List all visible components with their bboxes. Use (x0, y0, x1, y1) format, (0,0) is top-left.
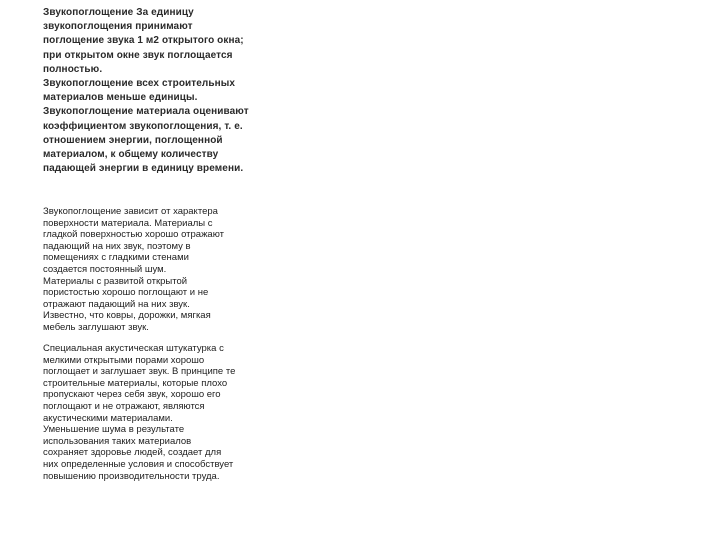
paragraph-acoustic-plaster: Специальная акустическая штукатурка с мелкими открытыми порами хорошо поглощает и заглушает звук. В принципе те строительные материалы, которые плохо пропускают через себя звук, хорошо его поглощают и не отражают, являются акустическими материалами. Уменьшение шума в результате использования таких материалов сохраняет здоровье людей, создает для них определенные условия и способствует повышению производительности труда. (43, 343, 236, 482)
paragraph-sound-absorption-definition: Звукопоглощение За единицу звукопоглощения принимают поглощение звука 1 м2 открытого окна; при открытом окне звук поглощается полностью. Звукопоглощение всех строительных материалов меньше единицы. Звукопоглощение материала оценивают коэффициентом звукопоглощения, т. е. отношением энергии, поглощенной материалом, к общему количеству падающей энергии в единицу времени. (43, 7, 249, 175)
paragraph-surface-dependence: Звукопоглощение зависит от характера поверхности материала. Материалы с гладкой поверхностью хорошо отражают падающий на них звук, поэтому в помещениях с гладкими стенами создается постоянный шум. Материалы с развитой открытой пористостью хорошо поглощают и не отражают падающий на них звук. Известно, что ковры, дорожки, мягкая мебель заглушают звук. (43, 206, 224, 333)
